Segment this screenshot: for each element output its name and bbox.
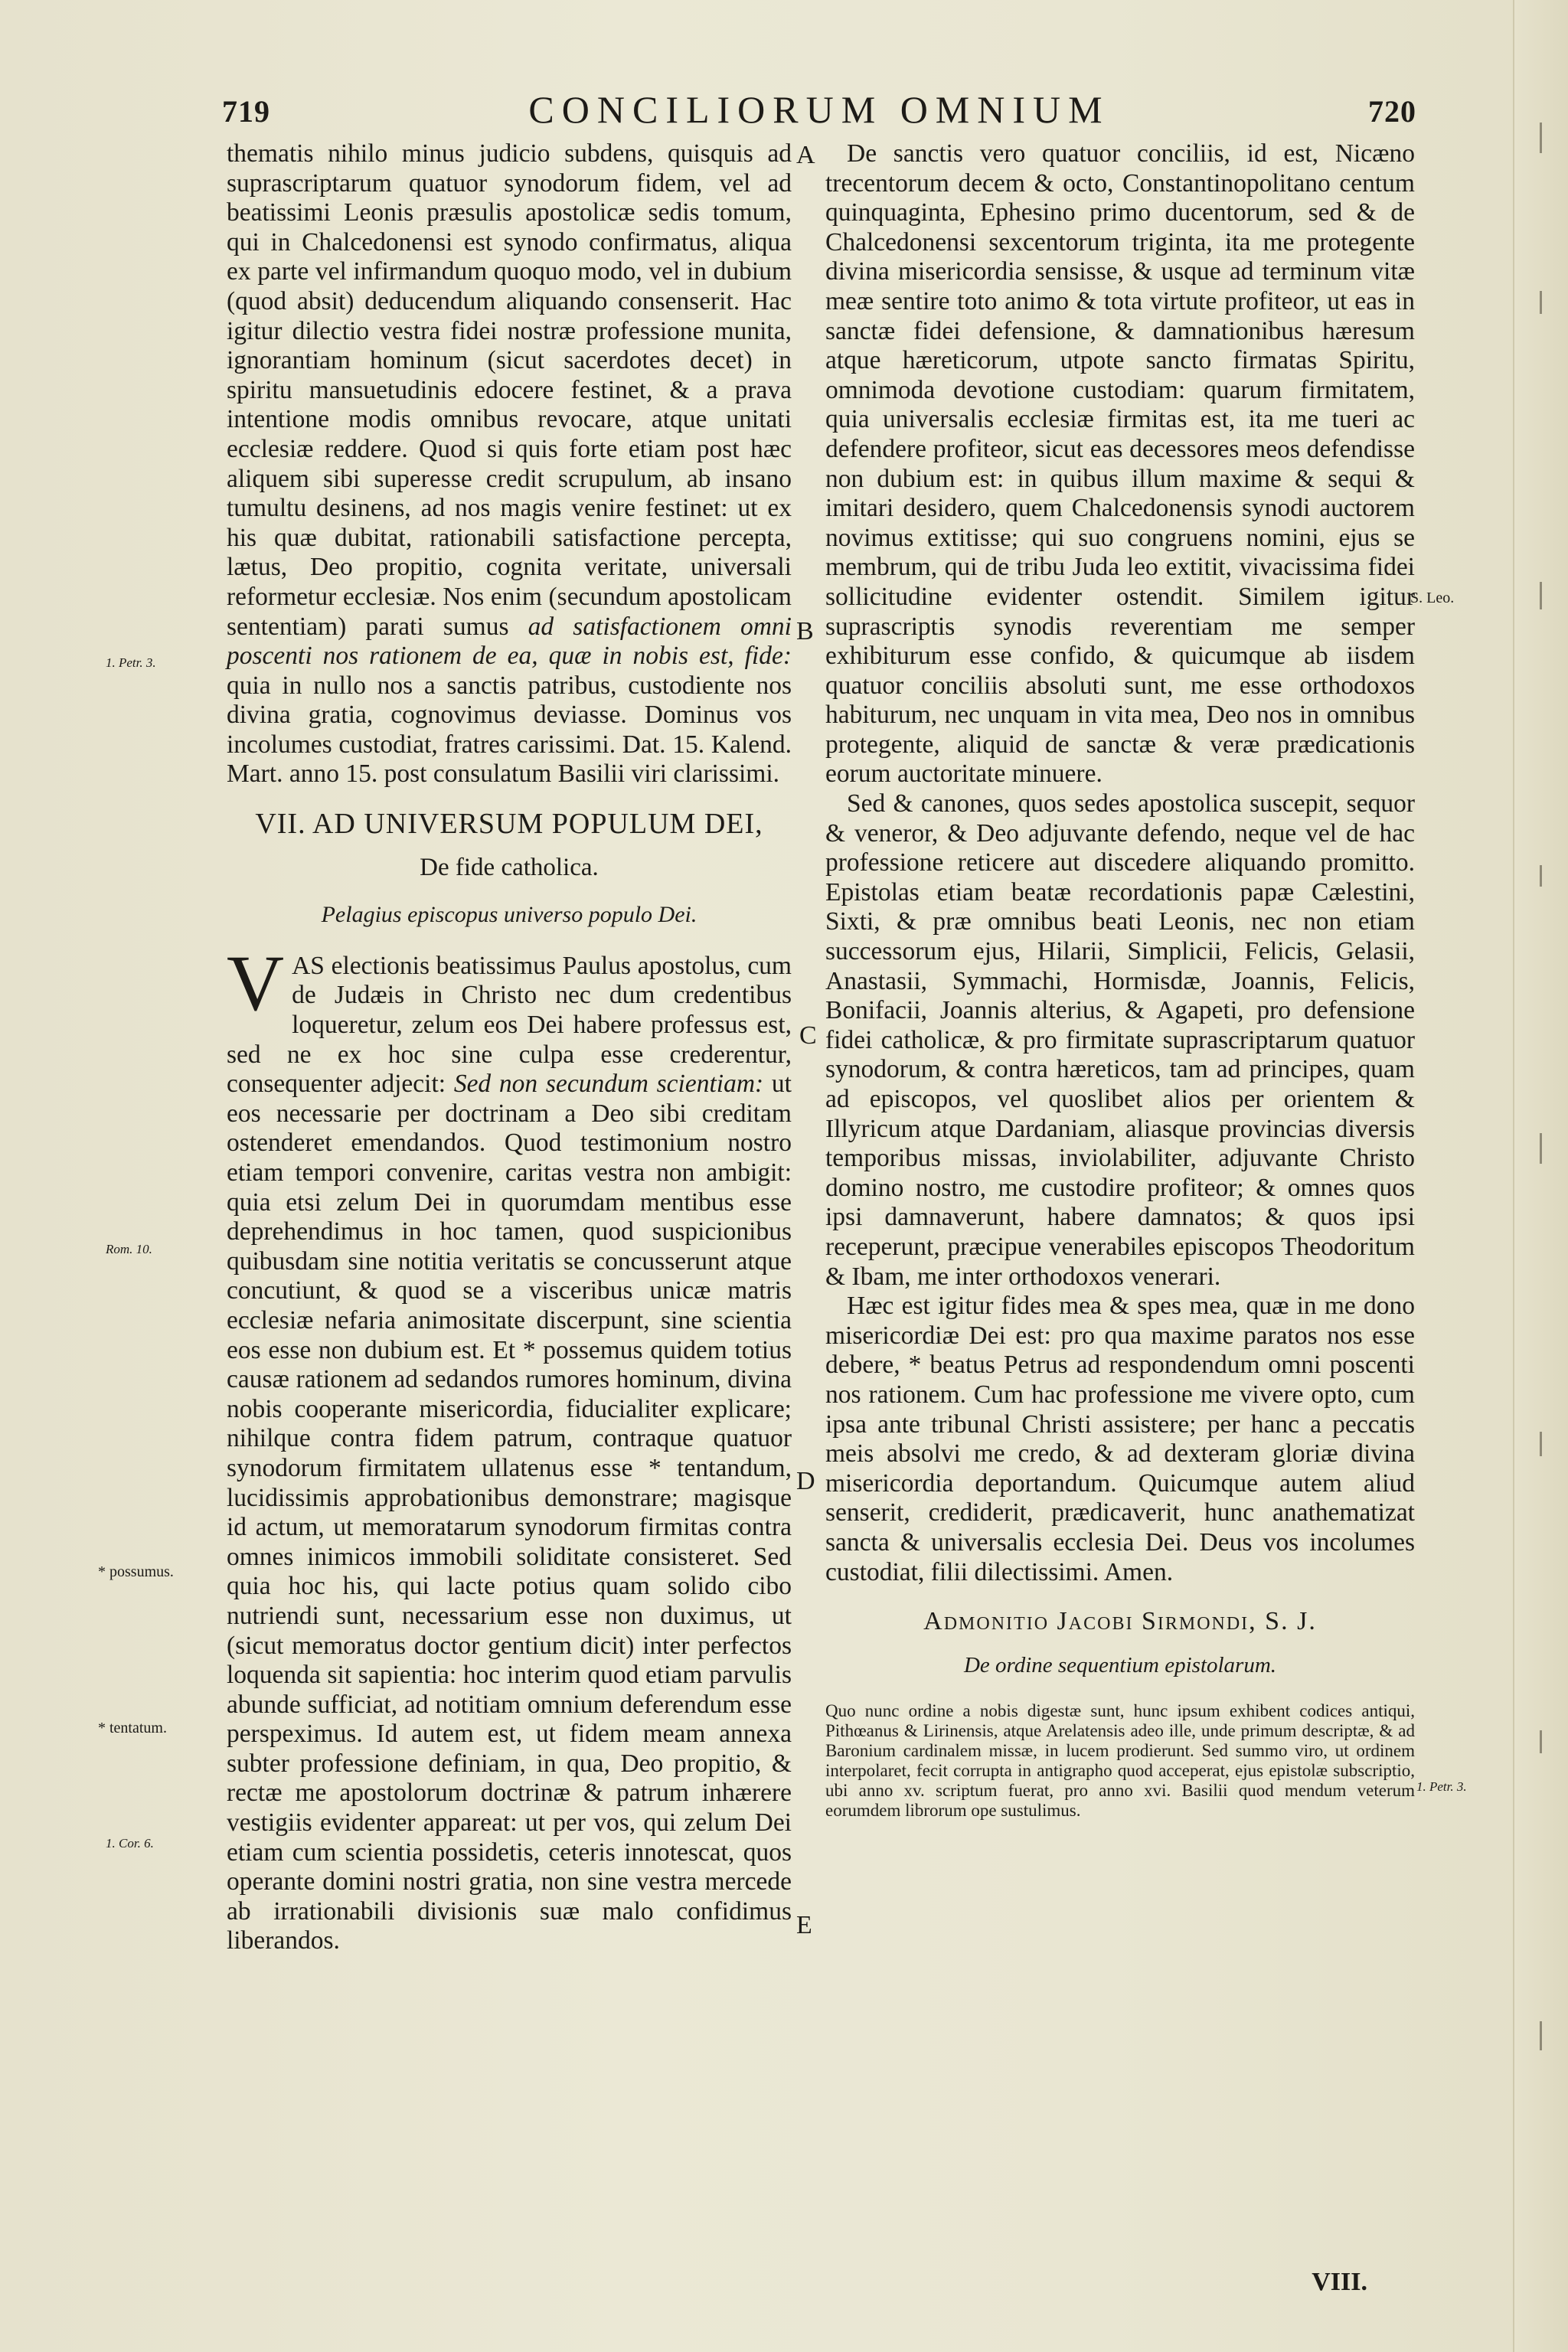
right-paragraph-3: Hæc est igitur fides mea & spes mea, quæ in me dono misericordiæ Dei est: pro qua maxime paratos nos esse debere, * beatus Petrus ad respondendum omni poscenti nos rationem. Cum hac professione me vivere opto, cum ipsa ante tribunal Christi assistere; per hanc a peccatis meis absolvi me credo, & ad dexteram gloriæ divina misericordia deportandum. Quicumque autem aliud senserit, crediderit, prædicaverit, hunc anathematizat sancta & universalis ecclesia Dei. Deus vos incolumes custodiat, filii dilectissimi. Amen.: [825, 1292, 1415, 1586]
admonition-text: Quo nunc ordine a nobis digestæ sunt, hunc ipsum exhibent codices antiqui, Pithœanus & Lirinensis, atque Arelatensis adeo ille, unde primum descriptæ, & ad Baronium cardinalem missæ, in lucem prodierunt. Sed summo viro, ut ordinem interpolaret, fecit corrupta in antigrapho quod acceperat, ejus epistolæ subscriptio, ubi anno xv. scriptum fuerat, pro anno xvi. Basilii quod mendum veterum eorumdem librorum ope sustulimus.: [825, 1701, 1415, 1821]
section-subtitle: De fide catholica.: [420, 853, 599, 881]
right-column: [825, 139, 1415, 1821]
salutation: Pelagius episcopus universo populo Dei.: [321, 902, 697, 928]
right-paragraph-2: Sed & canones, quos sedes apostolica suscepit, sequor & veneror, & Deo adjuvante defendo, neque vel de hac professione reticere aut discedere aliquando promitto. Epistolas etiam beatæ recordationis papæ Cælestini, Sixti, & præ omnibus beati Leonis, nec non etiam successorum ejus, Hilarii, Simplicii, Felicis, Gelasii, Anastasii, Symmachi, Hormisdæ, Joannis, Felicis, Bonifacii, Joannis alterius, & Agapeti, pro defensione fidei catholicæ, & pro firmitate suprascriptarum quatuor synodorum, & contra hæreticos, tam ad principes, quam ad episcopos, vel quoslibet alios per orientem & Illyricum atque Dardaniam, aliasque provincias diversis temporibus missas, inviolabiliter, adjuvante Christo domino nostro, me custodire profiteor; & omnes quos ipsi damnaverunt, habere damnatos; & quos ipsi receperunt, præcipue venerabiles episcopos Theodoritum & Ibam, me inter orthodoxos venerari.: [825, 789, 1415, 1291]
admonition-title: Admonitio Jacobi Sirmondi, S. J.: [923, 1607, 1317, 1636]
left-paragraph-2: [227, 939, 792, 1956]
margin-note-petr-right: 1. Petr. 3.: [1416, 1779, 1467, 1794]
section-marker-d: D: [796, 1467, 815, 1495]
page-number-left: 719: [222, 94, 270, 129]
left-paragraph-2-end: ut eos necessarie per doctrinam a Deo sibi creditam ostenderet emendandos. Quod testimonium nostro etiam tempori convenire, caritas vestra non ambigit: quia etsi zelum Dei in quorumdam mentibus esse deprehendimus in hoc tamen, quod suspicionibus quibusdam sine notitia veritatis se concusserunt atque concutiunt, & quod se a visceribus unicæ matris ecclesiæ nefaria animositate discerpunt, sine scientia eos esse non dubium est. Et * possemus quidem totius causæ rationem ad sedandos rumores hominum, divina nobis cooperante misericordia, fiducialiter explicare; nihilque contra fidem patrum, contraque quatuor synodorum firmitatem ullatenus esse * tentandum, lucidissimis approbationibus demonstrare; magisque id actum, ut memoratarum synodorum firmitas contra omnes inimicos immobili soliditate consisteret. Sed quia hoc his, qui lacte potius quam solido cibo nutriendi sunt, necessarium esse non duximus, ut (sicut memoratus doctor gentium dicit) inter perfectos loquenda sit sapientia: hoc interim quod etiam parvulis abunde sufficiat, ad notitiam omnium deferendum esse perspeximus. Id autem est, ut fidem meam annexa subter professione definiam, in qua, Deo propitio, & rectæ me apostolorum doctrinæ & patrum inhærere vestigiis evidenter appareat: ut per vos, qui zelum Dei etiam cum scientia possidetis, ceteris innotescat, quos operante domini nostri gratia, non sine vestra mercede ab irrationabili divisionis suæ malo confidimus liberandos.: [227, 1070, 792, 1955]
left-paragraph-1-italic: ad satisfactionem omni poscenti nos rationem de ea, quæ in nobis est, fide:: [227, 612, 792, 671]
page-gutter-edge: [1513, 0, 1568, 2352]
section-marker-b: B: [796, 617, 814, 645]
section-marker-e: E: [796, 1911, 812, 1939]
left-column: [227, 139, 792, 1956]
catchword: VIII.: [1312, 2268, 1367, 2296]
left-paragraph-2-italic: Sed non secundum scientiam:: [453, 1070, 764, 1099]
left-paragraph-2-text: AS electionis beatissimus Paulus apostolus, cum de Judæis in Christo nec dum credentibus loqueretur, zelum eos Dei habere professus est, sed ne ex hoc sine culpa esse crederentur, consequenter adjecit:: [227, 951, 792, 1099]
running-title: CONCILIORUM OMNIUM: [528, 88, 1110, 131]
page-number-right: 720: [1368, 94, 1416, 129]
left-paragraph-1: [227, 139, 792, 789]
margin-note-cor: 1. Cor. 6.: [106, 1836, 154, 1851]
margin-note-tentatum: * tentatum.: [98, 1720, 167, 1736]
section-marker-c: C: [799, 1021, 817, 1050]
right-paragraph-1: De sanctis vero quatuor conciliis, id est, Nicæno trecentorum decem & octo, Constantinopolitano centum quinquaginta, Ephesino primo ducentorum, sed & de Chalcedonensi sexcentorum triginta, ita me protegente divina misericordia sensisse, & usque ad terminum vitæ meæ sentire toto animo & tota virtute profiteor, ut eas in sanctæ fidei defensione, & damnationibus hæresum atque hæreticorum, utpote sancto firmatas Spiritu, omnimoda devotione custodiam: quarum firmitatem, quia universalis ecclesiæ firmitas est, ita me tueri ac defendere profiteor, sicut eas decessores meos defendisse non dubium est: in quibus illum maxime & sequi & imitari desidero, quem Chalcedonensis synodi auctorem novimus extitisse; qui suo congruens nomini, ejus se membrum, qui de tribu Juda leo extitit, vivacissima fidei sollicitudine evidenter ostendit. Similem igitur suprascriptis synodis reverentiam me semper exhibiturum esse confido, & quicumque ab iisdem quatuor conciliis absoluti sunt, me esse orthodoxos habiturum, nec unquam in vita mea, Deo nos in omnibus protegente, aliquid de sanctæ & veræ prædicationis eorum auctoritate minuere.: [825, 139, 1415, 789]
margin-note-possumus: * possumus.: [98, 1563, 174, 1580]
admonition-subtitle: De ordine sequentium epistolarum.: [963, 1652, 1277, 1677]
margin-note-petr-left: 1. Petr. 3.: [106, 655, 156, 670]
margin-note-rom: Rom. 10.: [106, 1242, 152, 1256]
drop-cap: V: [227, 939, 285, 1027]
page-header: [222, 90, 1416, 144]
margin-note-leo: S. Leo.: [1410, 590, 1455, 606]
left-paragraph-1-end: quia in nullo nos a sanctis patribus, custodiente nos divina gratia, cognovimus deviasse. Dominus vos incolumes custodiat, fratres carissimi. Dat. 15. Kalend. Mart. anno 15. post consulatum Basilii viri clarissimi.: [227, 671, 792, 789]
section-marker-a: A: [796, 141, 815, 169]
left-paragraph-1-text: thematis nihilo minus judicio subdens, quisquis ad suprascriptarum quatuor synodorum fidem, vel ad beatissimi Leonis præsulis apostolicæ sedis tomum, qui in Chalcedonensi est synodo confirmatus, aliqua ex parte vel infirmandum quoquo modo, vel in dubium (quod absit) deducendum aliquando consenserit. Hac igitur dilectio vestra fidei nostræ professione munita, ignorantiam hominum (sicut sacerdotes decet) in spiritu mansuetudinis edocere festinet, & a prava intentione modis omnibus revocare, atque unitati ecclesiæ reddere. Quod si quis forte etiam post hæc aliquem sibi superesse credit scrupulum, ab insano tumultu desinens, ad nos magis venire festinet: ut ex his quæ dubitat, rationabili satisfactione percepta, lætus, Deo propitio, cognita veritate, universali reformetur ecclesiæ. Nos enim (secundum apostolicam sententiam) parati sumus: [227, 139, 792, 641]
section-title: VII. AD UNIVERSUM POPULUM DEI,: [255, 808, 763, 841]
